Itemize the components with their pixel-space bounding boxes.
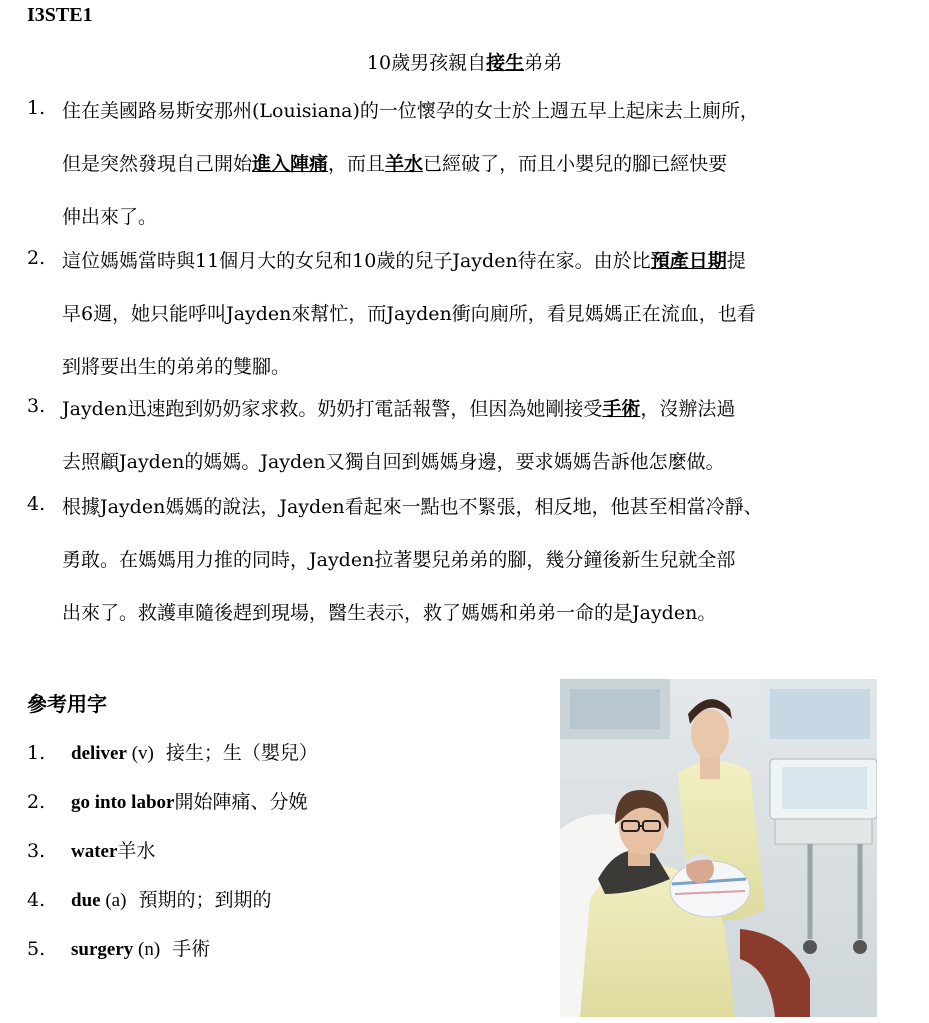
paragraph-number: 1.	[27, 97, 46, 119]
paragraph-line: 伸出來了。	[62, 206, 158, 228]
vocab-meaning: 預期的；到期的	[126, 889, 272, 911]
title-key-term: 接生	[486, 52, 525, 74]
paragraph-line: 去照顧Jayden的媽媽。Jayden又獨自回到媽媽身邊，要求媽媽告訴他怎麼做。	[62, 451, 725, 473]
vocab-meaning: 接生；生（嬰兒）	[153, 742, 318, 764]
vocabulary-item: 3. water羊水	[27, 840, 156, 862]
vocab-word: surgery	[71, 939, 134, 960]
key-term: 預產日期	[650, 250, 727, 272]
vocab-meaning: 羊水	[117, 840, 156, 862]
photo-illustration	[560, 679, 877, 1017]
paragraph-4	[27, 491, 912, 650]
document-code: I3STE1	[27, 4, 93, 26]
part-of-speech: (n)	[133, 939, 161, 960]
key-term: 羊水	[385, 153, 424, 175]
paragraph-line: 早6週，她只能呼叫Jayden來幫忙，而Jayden衝向廁所，看見媽媽正在流血，也看	[62, 303, 756, 325]
article-title	[0, 48, 929, 75]
title-pre: 10歲男孩親自	[366, 52, 487, 74]
hospital-family-photo	[560, 679, 877, 1017]
paragraph-line: 這位媽媽當時與11個月大的女兒和10歲的兒子Jayden待在家。由於比預產日期提	[62, 250, 746, 272]
vocab-word: due	[71, 890, 101, 911]
paragraph-number: 4.	[27, 493, 46, 515]
vocab-meaning: 開始陣痛、分娩	[174, 791, 308, 813]
paragraph-2	[27, 245, 912, 404]
paragraph-line: 但是突然發現自己開始進入陣痛，而且羊水已經破了，而且小嬰兒的腳已經快要	[62, 153, 728, 175]
paragraph-1	[27, 95, 912, 254]
key-term: 手術	[602, 398, 641, 420]
vocab-meaning: 手術	[160, 938, 211, 960]
paragraph-line: 到將要出生的弟弟的雙腳。	[62, 356, 291, 378]
paragraph-3	[27, 393, 912, 499]
vocabulary-item: 1. deliver (v) 接生；生（嬰兒）	[27, 742, 318, 764]
paragraph-line: 住在美國路易斯安那州(Louisiana)的一位懷孕的女士於上週五早上起床去上廁所，	[62, 100, 759, 122]
part-of-speech: (v)	[126, 743, 154, 764]
vocabulary-item: 5. surgery (n) 手術	[27, 938, 211, 960]
paragraph-number: 3.	[27, 395, 46, 417]
vocab-word: deliver	[71, 743, 127, 764]
vocabulary-heading: 參考用字	[27, 692, 107, 716]
paragraph-line: 出來了。救護車隨後趕到現場，醫生表示，救了媽媽和弟弟一命的是Jayden。	[62, 602, 717, 624]
part-of-speech: (a)	[100, 890, 127, 911]
vocab-word: water	[71, 841, 118, 862]
vocab-word: go into labor	[71, 792, 175, 813]
vocabulary-item: 4. due (a) 預期的；到期的	[27, 889, 272, 911]
key-term: 進入陣痛	[252, 153, 329, 175]
paragraph-number: 2.	[27, 247, 46, 269]
vocabulary-item: 2. go into labor開始陣痛、分娩	[27, 791, 308, 813]
paragraph-line: Jayden迅速跑到奶奶家求救。奶奶打電話報警，但因為她剛接受手術，沒辦法過	[62, 398, 736, 420]
vocabulary-list	[27, 735, 318, 980]
paragraph-line: 勇敢。在媽媽用力推的同時，Jayden拉著嬰兒弟弟的腳，幾分鐘後新生兒就全部	[62, 549, 736, 571]
title-post: 弟弟	[524, 52, 563, 74]
paragraph-line: 根據Jayden媽媽的說法，Jayden看起來一點也不緊張，相反地，他甚至相當冷靜、	[62, 496, 763, 518]
